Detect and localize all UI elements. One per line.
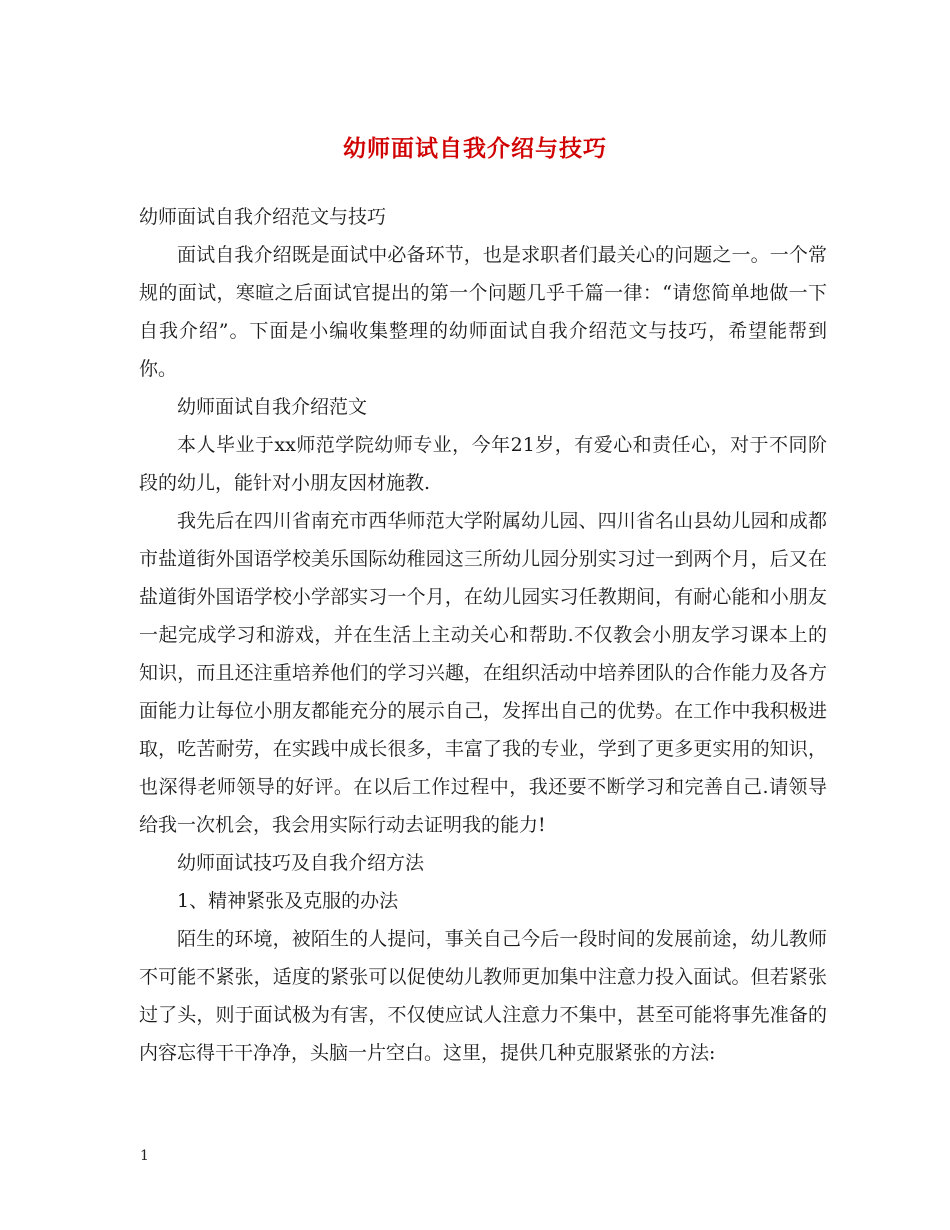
section-heading: 幼师面试自我介绍范文 bbox=[177, 396, 368, 418]
paragraph: 陌生的环境，被陌生的人提问，事关自己今后一段时间的发展前途，幼儿教师不可能不紧张，适度的紧张可以促使幼儿教师更加集中注意力投入面试。但若紧张过了头，则于面试极为有害，不仅使应试人注意力不集中，甚至可能将事先准备的内容忘得干干净净，头脑一片空白。这里，提供几种克服紧张的方法: bbox=[139, 928, 827, 1064]
paragraph: 面试自我介绍既是面试中必备环节，也是求职者们最关心的问题之一。一个常规的面试，寒暄之后面试官提出的第一个问题几乎千篇一律：“请您简单地做一下自我介绍”。下面是小编收集整理的幼师面试自我介绍范文与技巧，希望能帮到你。 bbox=[139, 244, 827, 380]
document-title: 幼师面试自我介绍与技巧 bbox=[343, 135, 607, 162]
page-number: 1 bbox=[140, 1148, 149, 1164]
document-body bbox=[139, 198, 827, 1072]
paragraph: 本人毕业于xx师范学院幼师专业，今年21岁，有爱心和责任心，对于不同阶段的幼儿，能针对小朋友因材施教. bbox=[139, 434, 827, 494]
subsection-heading: 1、精神紧张及克服的办法 bbox=[177, 890, 399, 912]
paragraph: 我先后在四川省南充市西华师范大学附属幼儿园、四川省名山县幼儿园和成都市盐道街外国语学校美乐国际幼稚园这三所幼儿园分别实习过一到两个月，后又在盐道街外国语学校小学部实习一个月，在幼儿园实习任教期间，有耐心能和小朋友一起完成学习和游戏，并在生活上主动关心和帮助.不仅教会小朋友学习课本上的知识，而且还注重培养他们的学习兴趣，在组织活动中培养团队的合作能力及各方面能力让每位小朋友都能充分的展示自己，发挥出自己的优势。在工作中我积极进取，吃苦耐劳，在实践中成长很多，丰富了我的专业，学到了更多更实用的知识，也深得老师领导的好评。在以后工作过程中，我还要不断学习和完善自己.请领导给我一次机会，我会用实际行动去证明我的能力! bbox=[139, 510, 827, 836]
section-heading: 幼师面试技巧及自我介绍方法 bbox=[177, 852, 425, 874]
paragraph: 幼师面试自我介绍范文与技巧 bbox=[139, 206, 387, 228]
